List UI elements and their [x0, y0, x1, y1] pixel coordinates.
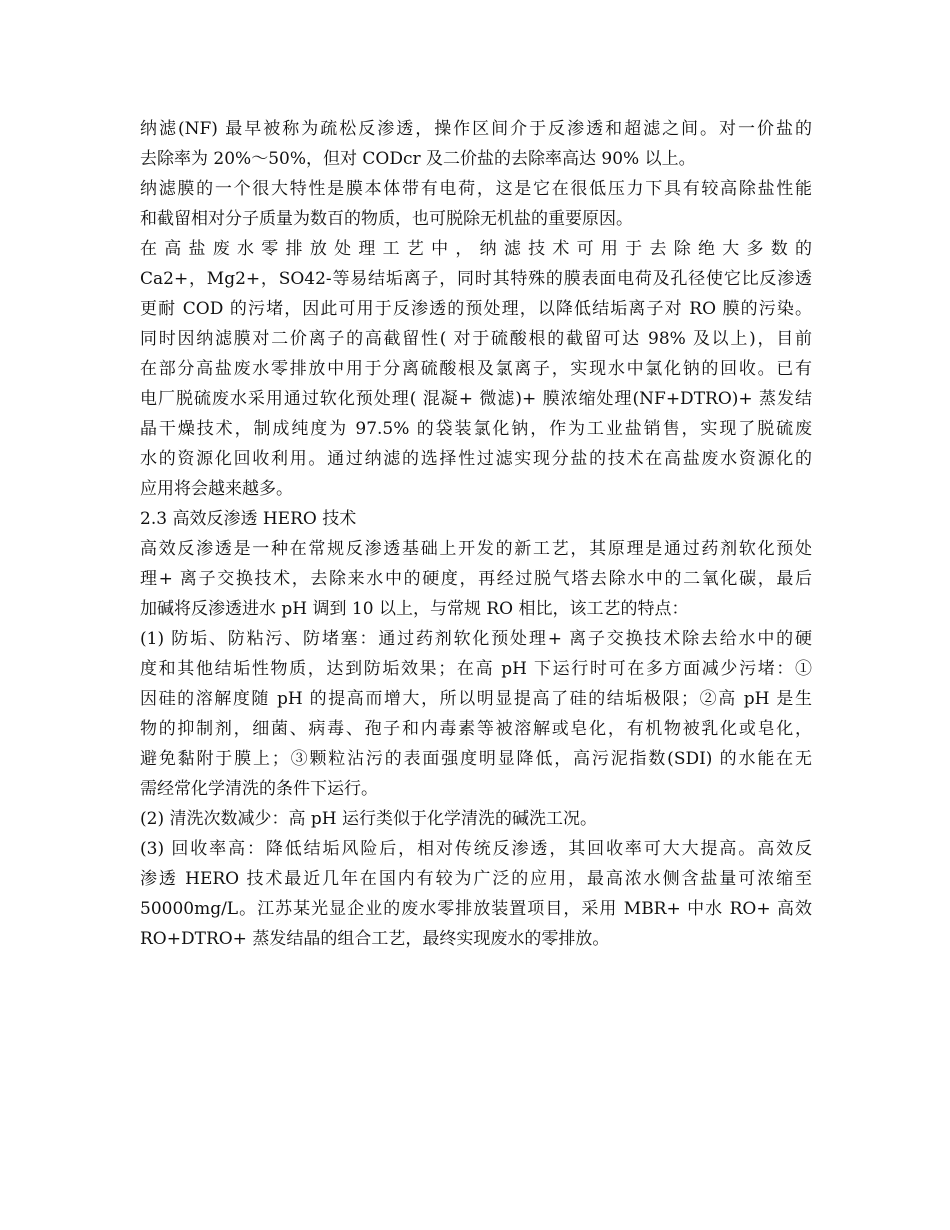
text-line: RO+DTRO+ 蒸发结晶的组合工艺，最终实现废水的零排放。 — [140, 929, 610, 949]
text-line: 去除率为 20%～50%，但对 CODcr 及二价盐的去除率高达 90% 以上。 — [140, 149, 696, 169]
text-line: 渗透 HERO 技术最近几年在国内有较为广泛的应用，最高浓水侧含盐量可浓缩至 — [140, 869, 812, 889]
text-line: 避免黏附于膜上；③颗粒沾污的表面强度明显降低，高污泥指数(SDI) 的水能在无 — [140, 749, 812, 769]
text-line: 应用将会越来越多。 — [140, 479, 293, 499]
text-line: 理+ 离子交换技术，去除来水中的硬度，再经过脱气塔去除水中的二氧化碳，最后 — [140, 569, 812, 589]
text-line: 50000mg/L。江苏某光显企业的废水零排放装置项目，采用 MBR+ 中水 RO+ 高效 — [140, 899, 812, 919]
text-line: 纳滤(NF) 最早被称为疏松反渗透，操作区间介于反渗透和超滤之间。对一价盐的 — [140, 119, 812, 139]
text-line: (3) 回收率高：降低结垢风险后，相对传统反渗透，其回收率可大大提高。高效反 — [140, 839, 812, 859]
text-line: 物的抑制剂，细菌、病毒、孢子和内毒素等被溶解或皂化，有机物被乳化或皂化， — [140, 719, 812, 739]
text-line: 度和其他结垢性物质，达到防垢效果；在高 pH 下运行时可在多方面减少污堵：① — [140, 659, 812, 679]
text-line: 纳滤膜的一个很大特性是膜本体带有电荷，这是它在很低压力下具有较高除盐性能 — [140, 179, 812, 199]
text-line: 在高盐废水零排放处理工艺中，纳滤技术可用于去除绝大多数的 — [140, 239, 812, 259]
text-line: 和截留相对分子质量为数百的物质，也可脱除无机盐的重要原因。 — [140, 209, 633, 229]
text-line: 同时因纳滤膜对二价离子的高截留性( 对于硫酸根的截留可达 98% 及以上)，目前 — [140, 329, 812, 349]
text-line: 因硅的溶解度随 pH 的提高而增大，所以明显提高了硅的结垢极限；②高 pH 是生 — [140, 689, 812, 709]
section-heading: 2.3 高效反渗透 HERO 技术 — [140, 509, 357, 529]
text-line: 在部分高盐废水零排放中用于分离硫酸根及氯离子，实现水中氯化钠的回收。已有 — [140, 359, 812, 379]
text-line: Ca2+，Mg2+，SO42-等易结垢离子，同时其特殊的膜表面电荷及孔径使它比反渗透 — [140, 269, 812, 289]
text-line: 更耐 COD 的污堵，因此可用于反渗透的预处理，以降低结垢离子对 RO 膜的污染。 — [140, 299, 812, 319]
text-line: 电厂脱硫废水采用通过软化预处理( 混凝+ 微滤)+ 膜浓缩处理(NF+DTRO)+ 蒸发结 — [140, 389, 812, 409]
document-body — [140, 114, 812, 954]
text-line: 需经常化学清洗的条件下运行。 — [140, 779, 378, 799]
text-line: 晶干燥技术，制成纯度为 97.5% 的袋装氯化钠，作为工业盐销售，实现了脱硫废 — [140, 419, 812, 439]
text-line: 高效反渗透是一种在常规反渗透基础上开发的新工艺，其原理是通过药剂软化预处 — [140, 539, 812, 559]
text-line: 水的资源化回收利用。通过纳滤的选择性过滤实现分盐的技术在高盐废水资源化的 — [140, 449, 812, 469]
text-line: (1) 防垢、防粘污、防堵塞：通过药剂软化预处理+ 离子交换技术除去给水中的硬 — [140, 629, 812, 649]
text-line: (2) 清洗次数减少：高 pH 运行类似于化学清洗的碱洗工况。 — [140, 809, 597, 829]
text-line: 加碱将反渗透进水 pH 调到 10 以上，与常规 RO 相比，该工艺的特点： — [140, 599, 689, 619]
